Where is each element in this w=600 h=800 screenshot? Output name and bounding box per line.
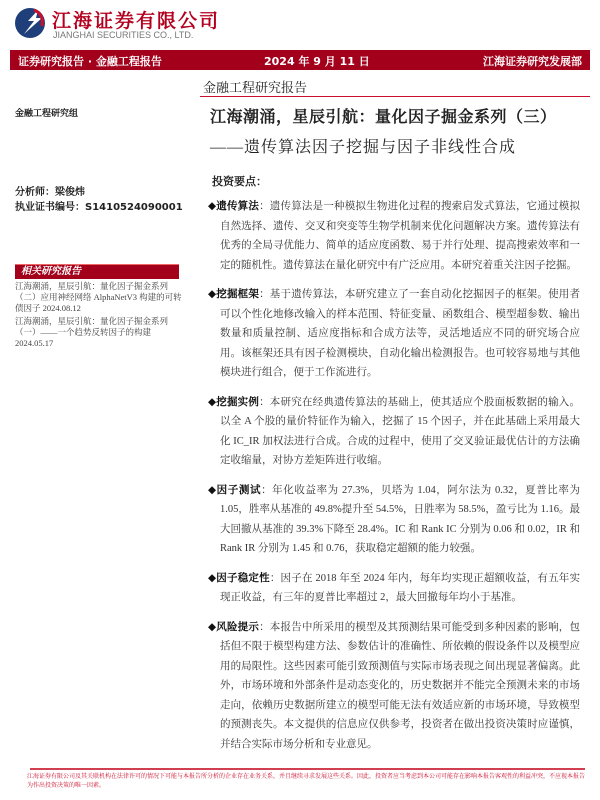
sidebar [0,106,200,764]
page-subtitle: ——遗传算法因子挖掘与因子非线性合成 [210,139,517,156]
footer-divider [30,768,585,770]
related-report-link[interactable]: 江海潮涌，星辰引航：量化因子掘金系列（二）应用神经网络 AlphaNetV3 构建的可转债因子 2024.08.12 [15,281,182,313]
point-example: ◆挖掘实例：本研究在经典遗传算法的基础上，使其适应个股面板数据的输入。以全 A 个股的量价特征作为输入，挖掘了 15 个因子，并在此基础上采用最大化 IC_IR 加权法进行合成。合成的过程中，使用了交叉验证最优估计的方法确定收缩量，对协方差矩阵进行收缩。 [208,395,580,466]
analyst: 分析师：梁俊炜 [15,187,85,198]
point-factor-stability: ◆因子稳定性：因子在 2018 年至 2024 年内，每年均实现正超额收益，有五年实现正收益，有三年的夏普比率超过 2，最大回撤每年均小于基准。 [208,571,581,603]
footer-disclaimer: 江海证券有限公司及其关联机构在法律许可的情况下可能与本报告所分析的企业存在业务关系，并且继续寻求发展这些关系。因此，投资者应当考虑到本公司可能存在影响本报告客观性的利益冲突，不应视本报告为作出投资决策的唯一因素。 [27,774,586,789]
page-title: 江海潮涌，星辰引航：量化因子掘金系列（三） [210,109,557,126]
point-factor-test: ◆因子测试：年化收益率为 27.3%，贝塔为 1.04，阿尔法为 0.32，夏普比率为 1.05，胜率从基准的 49.8%提升至 54.5%，日胜率为 58.5%，盈亏比为 1.16。最大回撤从基准的 39.3%下降至 28.4%。IC 和 Rank IC 分别为 0.06 和 0.02，IR 和 Rank IR 分别为 1.45 和 0.76，获取稳定超额的能力较强。 [208,483,580,554]
research-group: 金融工程研究组 [15,109,79,119]
certificate-number: 执业证书编号：S1410524090001 [15,202,183,213]
report-date: 2024 年 9 月 11 日 [264,55,370,68]
key-points-heading: 投资要点： [212,175,267,188]
related-report-link[interactable]: 江海潮涌，星辰引航：量化因子掘金系列（一）——一个趋势反转因子的构建 2024.05.17 [15,316,169,348]
report-type: 金融工程研究报告 [203,80,308,95]
department: 江海证券研究发展部 [483,55,582,68]
footer [0,764,600,795]
company-name-en: JIANGHAI SECURITIES CO., LTD. [53,30,194,40]
point-genetic-algorithm: ◆遗传算法：遗传算法是一种模拟生物进化过程的搜索启发式算法，它通过模拟自然选择、遗传、交叉和突变等生物学机制来优化问题解决方案。遗传算法有优秀的全局寻优能力、简单的适应度函数、易于并行处理、提高搜索效率和一定的随机性。遗传算法在量化研究中有广泛应用。本研究着重关注因子挖掘。 [208,200,580,271]
point-risk-warning: ◆风险提示：本报告中所采用的模型及其预测结果可能受到多种因素的影响，包括但不限于模型构建方法、参数估计的准确性、所依赖的假设条件以及模型应用的局限性。这些因素可能引致预测值与实际市场表现之间出现显著偏离。此外，市场环境和外部条件是动态变化的，历史数据并不能完全预测未来的市场走向，依赖历史数据所建立的模型可能无法有效适应新的市场环境，导致模型的预测丧失。本文提供的信息应仅供参考，投资者在做出投资决策时应谨慎，并结合实际市场分析和专业意见。 [208,620,580,750]
related-reports-heading: 相关研究报告 [15,264,179,279]
report-category: 证券研究报告 · 金融工程报告 [18,55,162,68]
point-framework: ◆挖掘框架：基于遗传算法，本研究建立了一套自动化挖掘因子的框架。使用者可以个性化地修改输入的样本范围、特征变量、函数组合、模型超参数、输出数量和质量控制、适应度指标和合成方法等，灵活地适应不同的研究场合应用。该框架还具有因子检测模块，自动化输出检测报告。也可较容易地与其他模块进行组合，便于工作流进行。 [208,288,580,378]
main-column [200,106,580,764]
company-name-cn: 江海证券有限公司 [52,10,221,32]
